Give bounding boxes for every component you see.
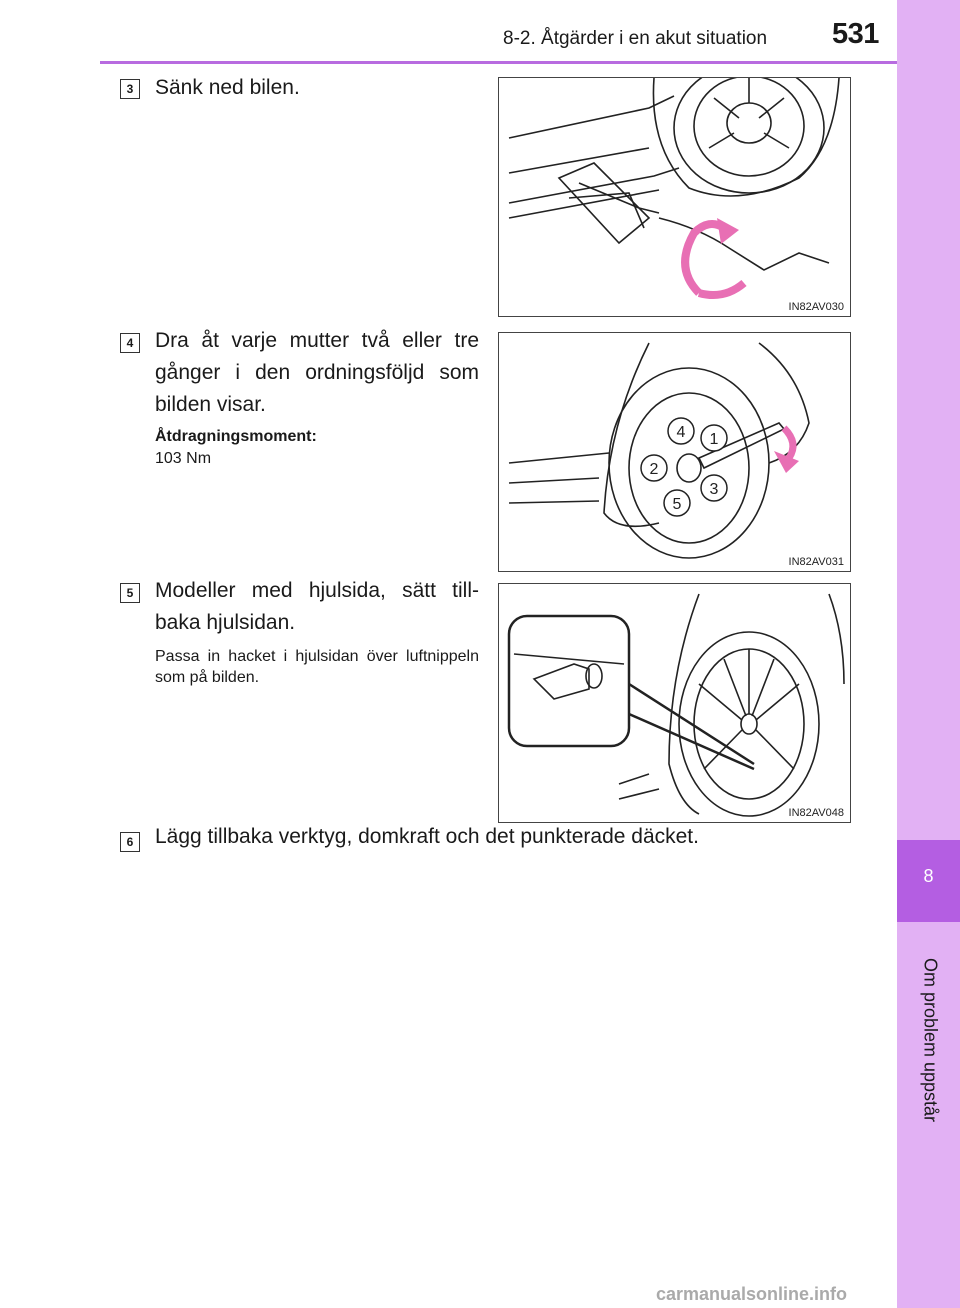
step-number-4: 4	[120, 333, 140, 353]
figure-code: IN82AV030	[788, 301, 844, 313]
nut-tightening-order-illustration	[499, 333, 849, 570]
nut-label-5: 5	[672, 496, 682, 513]
figure-tighten-nuts	[498, 332, 851, 572]
chapter-number: 8	[923, 866, 934, 886]
step-6-text: Lägg tillbaka verktyg, domkraft och det punkterade däcket.	[155, 825, 699, 848]
step-number-5: 5	[120, 583, 140, 603]
torque-label: Åtdragningsmoment:	[155, 428, 317, 445]
jack-lowering-illustration	[499, 78, 849, 315]
step-3-text: Sänk ned bilen.	[155, 76, 300, 99]
nut-label-1: 1	[709, 431, 719, 448]
figure-wheel-cover	[498, 583, 851, 823]
page-number: 531	[832, 18, 879, 50]
chapter-title: Om problem uppstår	[920, 957, 941, 1123]
step-5-note: Passa in hacket i hjulsidan över luftnippeln som på bilden.	[155, 648, 479, 686]
watermark: carmanualsonline.info	[656, 1284, 848, 1304]
step-5-text: Modeller med hjulsida, sätt till-baka hjulsidan.	[155, 579, 479, 634]
torque-value: 103 Nm	[155, 450, 212, 467]
nut-label-4: 4	[676, 424, 686, 441]
wheel-cover-illustration	[499, 584, 849, 821]
figure-code: IN82AV048	[788, 807, 844, 819]
step-number-6: 6	[120, 832, 140, 852]
nut-label-2: 2	[649, 461, 659, 478]
header-section-title: 8-2. Åtgärder i en akut situation	[503, 28, 768, 49]
step-number-3: 3	[120, 79, 140, 99]
header-divider	[100, 61, 897, 64]
figure-lower-car	[498, 77, 851, 317]
step-4-text: Dra åt varje mutter två eller tre gånger i den ordningsföljd som bilden visar.	[155, 329, 479, 416]
nut-label-3: 3	[709, 481, 719, 498]
figure-code: IN82AV031	[788, 556, 844, 568]
